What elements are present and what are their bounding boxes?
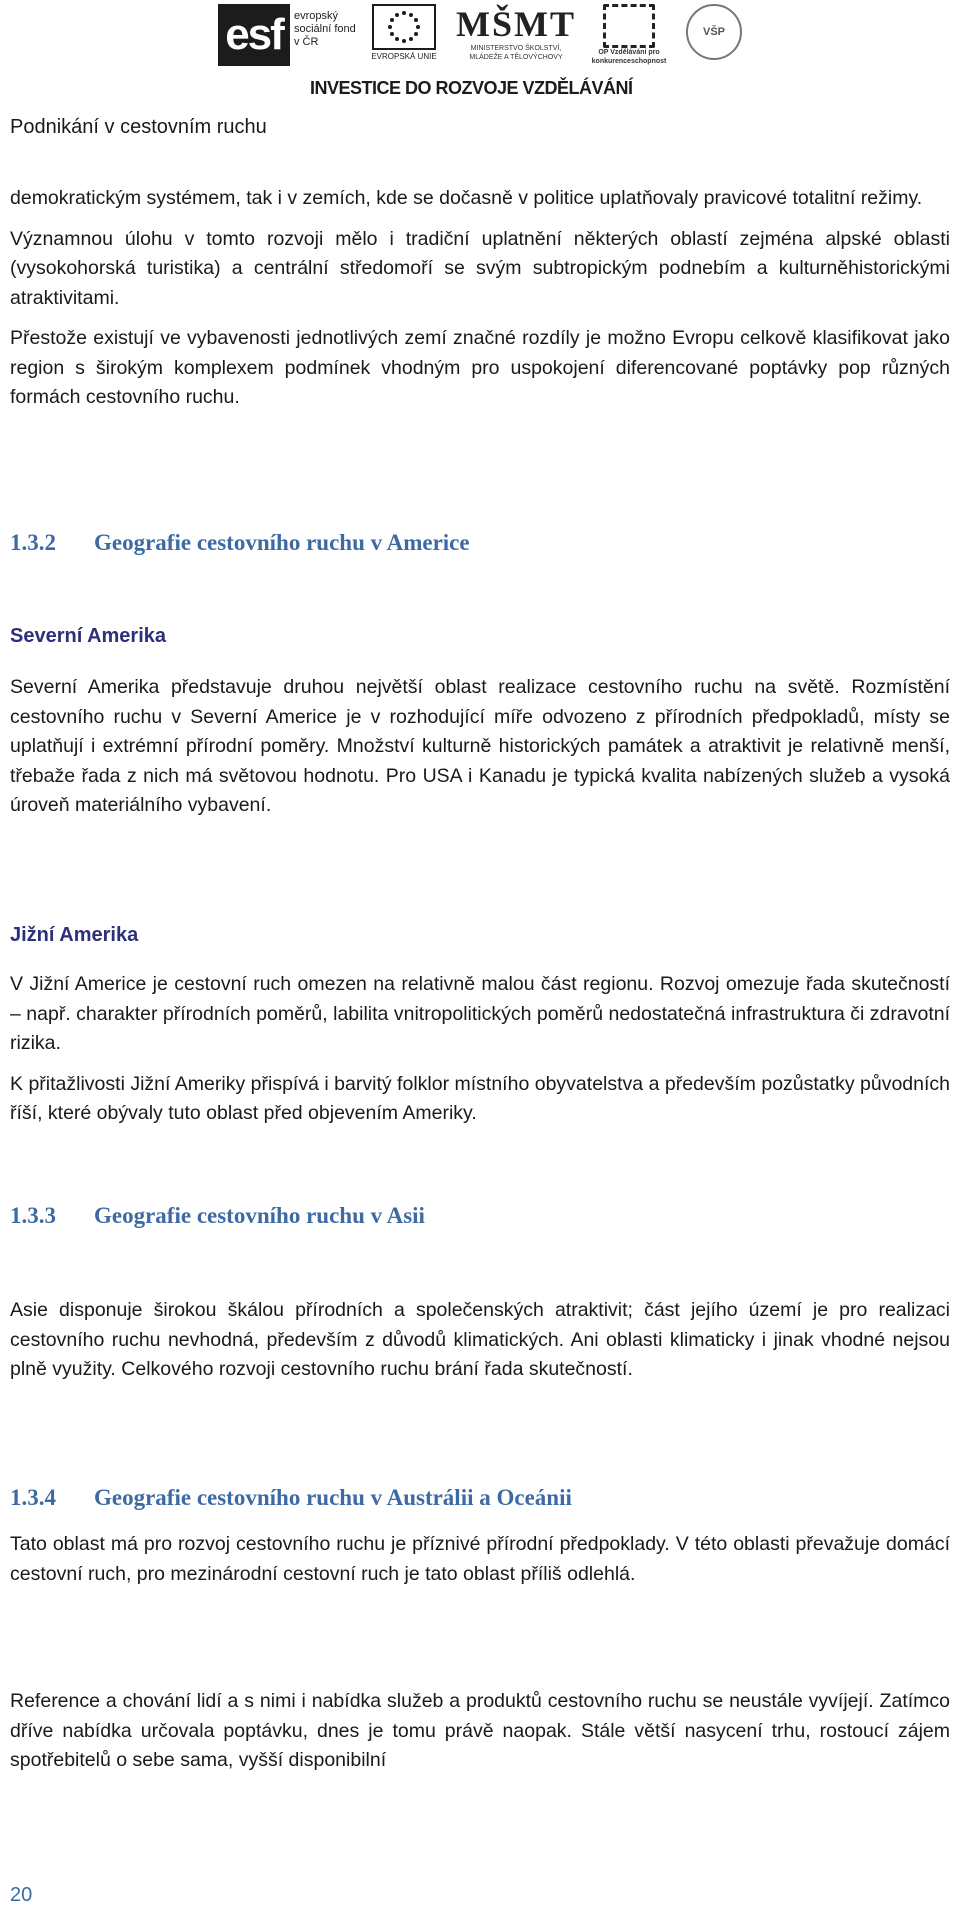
body-section-4 (10, 1296, 950, 1385)
paragraph: Asie disponuje širokou škálou přírodních a společenských atraktivit; část jejího území je pro realizaci cestovního ruchu nevhodná, především z důvodů klimatických. Ani oblasti klimaticky i jinak vhodné nejsou plně využity. Celkového rozvoji cestovního ruchu brání řada skutečností. (10, 1299, 950, 1380)
section-number: 1.3.2 (10, 530, 56, 555)
paragraph: Tato oblast má pro rozvoj cestovního ruchu je příznivé přírodní předpoklady. V této oblasti převažuje domácí cestovní ruch, pro mezinárodní cestovní ruch je tato oblast příliš odlehlá. (10, 1533, 950, 1585)
running-title: Podnikání v cestovním ruchu (10, 116, 267, 138)
subheading-severni-amerika: Severní Amerika (10, 625, 167, 647)
section-heading-1-3-4 (10, 1485, 572, 1511)
esf-logo-text: evropský sociální fond v ČR (294, 10, 356, 48)
paragraph: Reference a chování lidí a s nimi i nabídka služeb a produktů cestovního ruchu se neustále vyvíjejí. Zatímco dříve nabídka určovala poptávku, dnes je tomu právě naopak. Stále větší nasycení trhu, rostoucí zájem spotřebitelů o sebe sama, vyšší disponibilní (10, 1690, 950, 1771)
paragraph: demokratickým systémem, tak i v zemích, kde se dočasně v politice uplatňovaly pravicové totalitní režimy. (10, 187, 923, 209)
section-title: Geografie cestovního ruchu v Americe (94, 530, 470, 555)
msmt-logo-mark: MŠMT (456, 4, 576, 44)
section-number: 1.3.3 (10, 1203, 56, 1228)
page-number: 20 (10, 1884, 33, 1906)
eu-flag-icon (372, 4, 436, 50)
msmt-logo (456, 4, 576, 66)
body-section-1 (10, 184, 950, 413)
body-section-3 (10, 970, 950, 1129)
section-title: Geografie cestovního ruchu v Austrálii a Oceánii (94, 1485, 572, 1510)
paragraph: K přitažlivosti Jižní Ameriky přispívá i barvitý folklor místního obyvatelstva a především pozůstatky původních říší, které obývaly tuto oblast před objevením Ameriky. (10, 1072, 950, 1124)
eu-logo-caption: EVROPSKÁ UNIE (371, 52, 437, 61)
section-number: 1.3.4 (10, 1485, 56, 1510)
section-title: Geografie cestovního ruchu v Asii (94, 1203, 425, 1228)
paragraph: Přestože existují ve vybavenosti jednotlivých zemí značné rozdíly je možno Evropu celkově klasifikovat jako region s širokým komplexem podmínek vhodným pro uspokojení diferencované poptávky pop různých formách cestovního ruchu. (10, 327, 950, 408)
op-logo-caption: OP Vzdělávání pro konkurenceschopnost (591, 49, 667, 65)
eu-logo (366, 4, 442, 66)
section-heading-1-3-3 (10, 1203, 425, 1229)
op-logo-icon (603, 4, 655, 48)
header-logos (218, 0, 742, 72)
body-section-2 (10, 673, 950, 821)
body-section-5 (10, 1530, 950, 1589)
body-section-6 (10, 1687, 950, 1776)
subheading-jizni-amerika: Jižní Amerika (10, 924, 139, 946)
paragraph: V Jižní Americe je cestovní ruch omezen na relativně malou část regionu. Rozvoj omezuje řada skutečností – např. charakter přírodních poměrů, labilita vnitropolitických poměrů nedostatečná infrastruktura či zdravotní rizika. (10, 973, 950, 1054)
section-heading-1-3-2 (10, 530, 470, 556)
msmt-logo-caption: MINISTERSTVO ŠKOLSTVÍ, MLÁDEŽE A TĚLOVÝCHOVY (469, 45, 563, 61)
esf-logo: esf (218, 4, 290, 66)
vsp-logo-mark: VŠP (686, 4, 742, 60)
header-tagline: INVESTICE DO ROZVOJE VZDĚLÁVÁNÍ (310, 78, 633, 98)
paragraph: Významnou úlohu v tomto rozvoji mělo i tradiční uplatnění některých oblastí zejména alpské oblasti (vysokohorská turistika) a centrální středomoří se svým subtropickým podnebím a kulturněhistorickými atraktivitami. (10, 227, 950, 309)
paragraph: Severní Amerika představuje druhou největší oblast realizace cestovního ruchu na světě. Rozmístění cestovního ruchu v Severní Americe je v rozhodující míře odvozeno z přírodních předpokladů, místy se uplatňují i extrémní přírodní poměry. Množství kulturně historických památek a atraktivit je relativně menší, třebaže řada z nich má světovou hodnotu. Pro USA i Kanadu je typická kvalita nabízených služeb a vysoká úroveň materiálního vybavení. (10, 676, 950, 816)
op-logo (590, 4, 668, 66)
vsp-logo (686, 4, 742, 66)
